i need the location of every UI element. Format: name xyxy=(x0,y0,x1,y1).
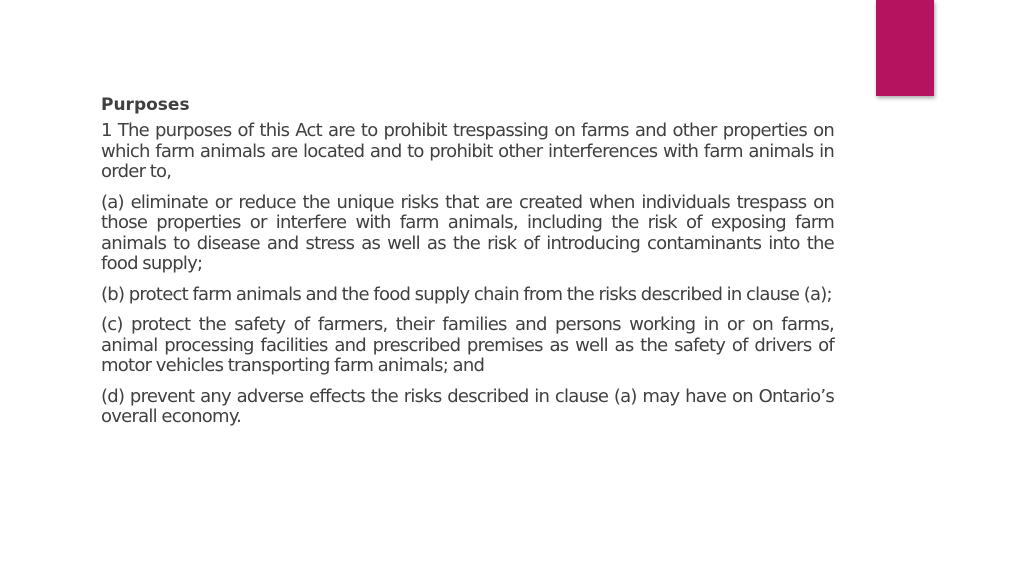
paragraph-clause-c: (c) protect the safety of farmers, their families and persons working in or on farms, animal processing facilities and prescribed premises as well as the safety of drivers of motor vehicles transporting farm animals; and xyxy=(101,314,834,376)
paragraph-intro: 1 The purposes of this Act are to prohibit trespassing on farms and other properties on which farm animals are located and to prohibit other interferences with farm animals in order to, xyxy=(101,120,834,182)
accent-bar xyxy=(876,0,934,96)
section-heading: Purposes xyxy=(101,95,190,115)
slide-content xyxy=(101,94,834,438)
paragraph-clause-d: (d) prevent any adverse effects the risks described in clause (a) may have on Ontario’s overall economy. xyxy=(101,385,834,427)
paragraph-clause-b: (b) protect farm animals and the food supply chain from the risks described in clause (a); xyxy=(101,283,832,305)
paragraph-clause-a: (a) eliminate or reduce the unique risks that are created when individuals trespass on those properties or interfere with farm animals, including the risk of exposing farm animals to disease and stress as well as the risk of introducing contaminants into the food supply; xyxy=(101,191,834,274)
